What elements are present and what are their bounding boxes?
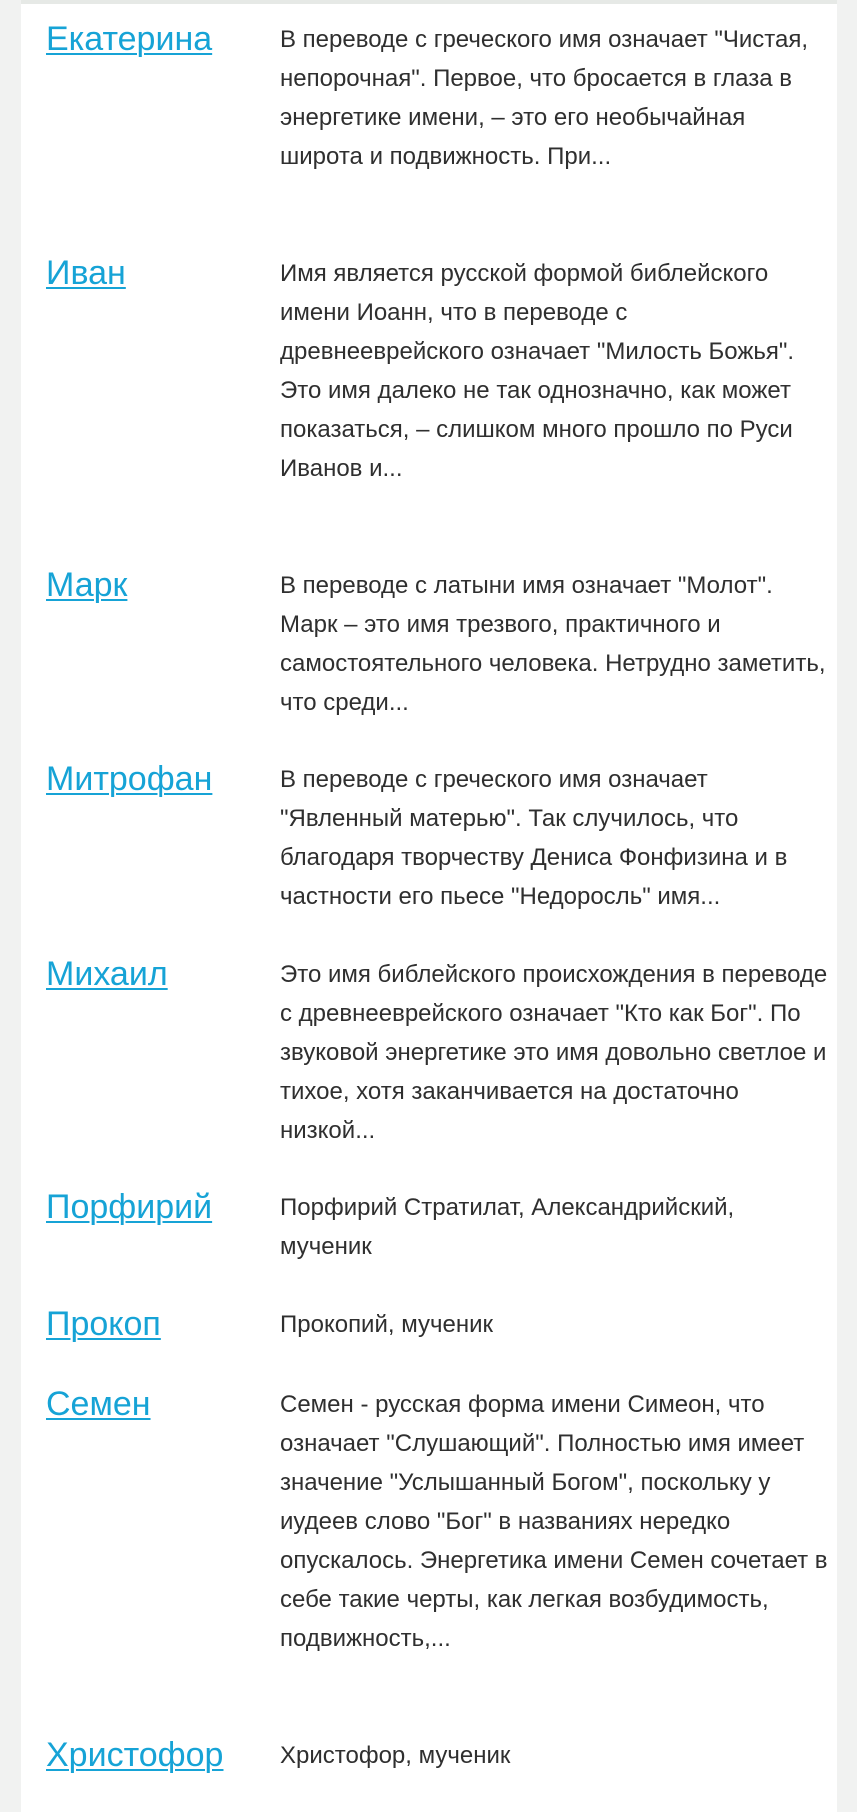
name-description: Порфирий Стратилат, Александрийский, мученик xyxy=(280,1194,735,1260)
name-link-ekaterina[interactable]: Екатерина xyxy=(46,20,213,58)
name-description: В переводе с греческого имя означает "Явленный матерью". Так случилось, что благодаря творчеству Дениса Фонфизина и в частности его пьесе "Недоросль" имя... xyxy=(280,766,788,910)
name-link-semen[interactable]: Семен xyxy=(46,1385,151,1423)
name-description: Это имя библейского происхождения в переводе с древнееврейского означает "Кто как Бог". По звуковой энергетике это имя довольно светлое и тихое, хотя заканчивается на достаточно низкой... xyxy=(280,961,828,1144)
name-link-porfiriy[interactable]: Порфирий xyxy=(46,1188,213,1226)
name-link-ivan[interactable]: Иван xyxy=(46,254,126,292)
name-description: Семен - русская форма имени Симеон, что означает "Слушающий". Полностью имя имеет значение "Услышанный Богом", поскольку у иудеев слово "Бог" в названиях нередко опускалось. Энергетика имени Семен сочетает в себе такие черты, как легкая возбудимость, подвижность,... xyxy=(280,1391,828,1652)
name-description: В переводе с греческого имя означает "Чистая, непорочная". Первое, что бросается в глаза в энергетике имени, – это его необычайная широта и подвижность. При... xyxy=(280,26,809,170)
name-link-mark[interactable]: Марк xyxy=(46,566,128,604)
name-link-prokop[interactable]: Прокоп xyxy=(46,1305,161,1343)
name-description: Прокопий, мученик xyxy=(280,1311,493,1338)
name-list-page xyxy=(21,0,837,1812)
name-link-khristofor[interactable]: Христофор xyxy=(46,1736,224,1774)
name-description: В переводе с латыни имя означает "Молот". Марк – это имя трезвого, практичного и самостоятельного человека. Нетрудно заметить, что среди... xyxy=(280,572,826,716)
name-description: Христофор, мученик xyxy=(280,1742,511,1769)
name-link-mitrofan[interactable]: Митрофан xyxy=(46,760,213,798)
name-description: Имя является русской формой библейского имени Иоанн, что в переводе с древнееврейского означает "Милость Божья". Это имя далеко не так однозначно, как может показаться, – слишком много прошло по Руси Иванов и... xyxy=(280,260,795,482)
name-link-mikhail[interactable]: Михаил xyxy=(46,955,168,993)
